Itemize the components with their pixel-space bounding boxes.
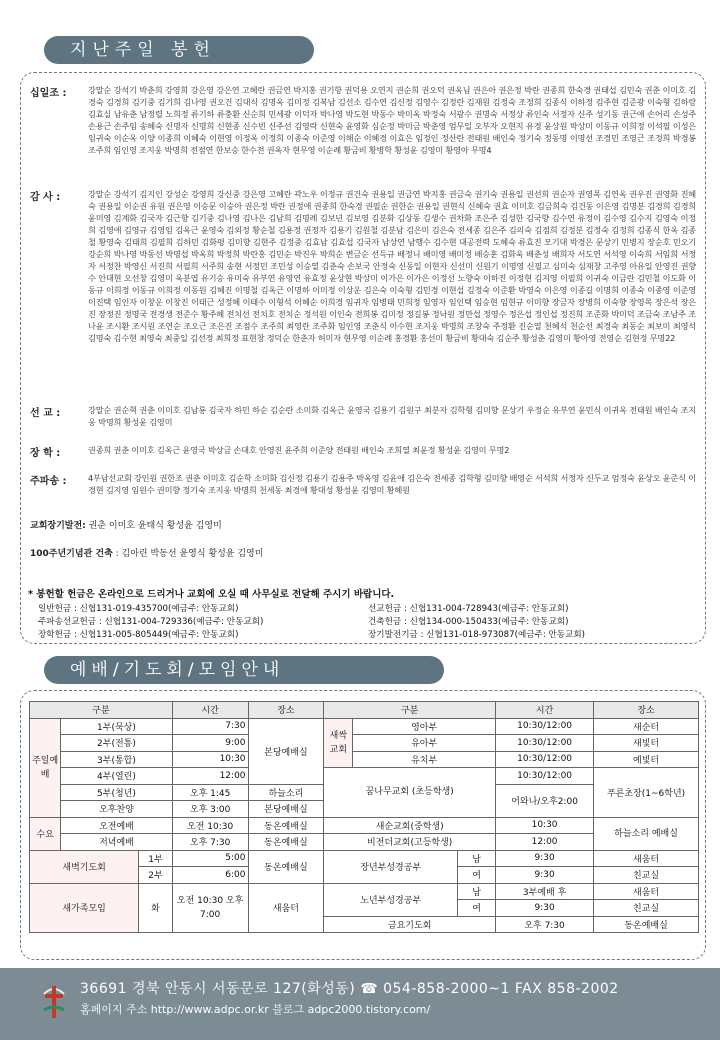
friday-name: 금요기도회	[324, 916, 496, 933]
dawn-time: 5:00	[172, 850, 248, 867]
service-name: 5부(청년)	[61, 784, 172, 801]
wednesday-label: 수요	[30, 817, 61, 850]
study-label: 장년부성경공부	[324, 850, 458, 883]
family-place: 새움터	[248, 883, 324, 933]
dept-time: 10:30/12:00	[496, 768, 594, 785]
service-time: 오후 1:45	[172, 784, 248, 801]
service-name: 2부(전통)	[61, 735, 172, 752]
section-label: 선 교 :	[30, 408, 61, 419]
notice-title: * 봉헌할 헌금은 온라인으로 드리거나 교회에 오실 때 사무실로 전달해 주시기 바랍니다.	[28, 589, 395, 600]
schedule-box	[20, 690, 706, 960]
service-name: 4부(열린)	[61, 768, 172, 785]
service-place: 본당예배실	[248, 801, 324, 818]
sunday-label: 주일예배	[30, 718, 61, 817]
dawn-place: 동온예배실	[248, 850, 324, 883]
section-names: 강말순 권순혁 권춘 이미호 김남룡 김국자 하민 하순 김순란 소미화 김옥근 윤영국 김용기 김원구 최분자 김학형 김미향 문상기 우정순 유부연 윤민식 이귀옥 전태원 배인숙 조지웅 박명희 황성윤 김영미	[88, 405, 696, 427]
service-name: 오후찬양	[61, 801, 172, 818]
account-item: 장기발전기금 : 신협131-018-973087(예금주: 안동교회)	[368, 630, 586, 640]
header-time: 시간	[172, 702, 248, 719]
study-time: 9:30	[496, 867, 594, 884]
table-row	[30, 883, 699, 900]
service-time: 12:00	[172, 768, 248, 785]
family-time: 오전 10:30 오후 7:00	[172, 883, 248, 933]
service-place: 동온예배실	[248, 817, 324, 834]
dept-place: 푸른초장(1~6학년)	[594, 768, 699, 818]
account-item: 건축헌금 : 신협134-000-150433(예금주: 안동교회)	[368, 617, 569, 627]
dawn-label: 새벽기도회	[30, 850, 139, 883]
dept-time: 어와나/오후2:00	[496, 784, 594, 817]
account-item: 일반헌금 : 신협131-019-435700(예금주: 안동교회)	[38, 604, 239, 614]
section-label: 100주년기념관 건축	[30, 549, 113, 559]
dept-place: 새순터	[594, 718, 699, 735]
service-name: 3부(통합)	[61, 751, 172, 768]
section-names: 4부남선교회 강인원 권한조 권춘 이미호 김순학 소미화 김신정 김용기 김용주 박옥영 김윤애 김은숙 전세종 김학형 김미향 배영순 서석희 서정자 신두교 엄정숙 윤상오 윤준식 이경현 김지영 임원수 권미향 정기숙 조지웅 박명희 천세동 최경애 황대성 황성윤 김영미 황혜원	[88, 473, 696, 495]
table-row	[30, 718, 699, 735]
header-time: 시간	[496, 702, 594, 719]
service-place: 하늘소리	[248, 784, 324, 801]
study-gender: 여	[458, 900, 496, 917]
friday-time: 오후 7:30	[496, 916, 594, 933]
kkumnamu-label: 꿈나무교회 (초등학생)	[324, 768, 496, 818]
section-label: 장 학 :	[30, 448, 61, 459]
family-day: 화	[139, 883, 172, 933]
dept-time: 12:00	[496, 834, 594, 851]
section-names: 강말순 강석기 김지인 강성순 강영희 강신중 강은영 고혜란 곽노우 이정규 권건숙 권용일 권금연 박지홍 권금숙 권기숙 권용일 권선희 권순자 권영목 김연옥 권우진 권영화 진혜숙 권용일 이순권 유원 권은영 이승문 이승아 권은정 박란 권정애 권종희 한숙경 권필순 권한순 권용일 권현식 신혜숙 권효 이미호 김금희숙 김건동 이은영 김명분 김경희 김경희 윤미영 김계화 김국자 김근향 김기중 김나영 김나은 김남희 김명례 김보년 김보영 김분화 김상동 김생수 권차화 조은주 김성한 김국향 김수연 유정이 김수영 김수지 김영숙 이정희 김영애 김영규 김영임 김옥근 윤영숙 김외정 황순철 김용정 권정자 김용기 김원철 김분남 김은미 김은숙 전세종 김은주 김의숙 김점희 김정분 김정숙 김정희 김종식 한옥 김종철 황영숙 김태희 김필희 김하민 김화평 김미향 김현주 김정중 김효남 김효섭 김국자 남상연 남행수 김수현 대공전력 도혜숙 류효진 모기대 박경은 문상기 민병지 장순호 민오기 강순희 박나영 박동선 박명섭 박옥희 박정희 박란홍 김민순 박진우 박희순 변금순 선득규 배정니 배미영 배미정 배승훈 김화욱 배춘성 배희자 서도연 서석영 이숙희 서임희 서정자 서정찬 박영신 서진희 서필희 서주희 송현 서정민 조민성 이승열 김춘숙 손보국 안정숙 신동일 이현자 신선미 신원기 이명영 신필고 심미숙 심재창 고주영 아유일 안영진 권향수 안대현 오선창 김영미 옥분엽 유기승 유미숙 유부연 유영연 유효정 윤상현 박상미 이가은 이가은 이정선 노향숙 이하진 이정현 김지영 이필희 이귀숙 이금란 김민철 이도화 이동규 이희정 이동규 이희정 이동원 김혜진 이명철 김옥근 이명하 이미정 이상운 김은숙 이숙형 김민경 이현섭 김정숙 이준환 박영숙 이은영 이종길 이명희 이종숙 이종영 이준영 이진택 임인자 이창운 이창진 이태근 성정혜 이태수 이형석 이혜순 이희경 임귀자 임병태 민희정 임영자 임인택 임승현 임현규 이미향 장금자 장병희 이숙향 장영목 장은석 장은진 장정진 정명국 전경생 전준수 황주혜 전치선 전치호 전치순 정석원 이인숙 전희봉 김미정 정길봉 정낙원 정만섭 정영수 정은섭 정인섭 정진희 조준화 박미덕 조금숙 조남주 조나윤 조시환 조시원 조연순 조오근 조은진 조점수 조주희 최영란 조주화 임인영 조춘식 이수현 조지웅 박명희 조창숙 주정환 진순열 천혜석 천순선 최경숙 최동순 최보미 최영석 김명숙 김수현 최영숙 최중일 김선정 최희정 표현창 정덕순 한춘자 허미자 현무영 이순례 홍경환 홍선미 황금비 황대숙 김순주 황성춘 김영미 황아영 전영순 김현정 무명22	[88, 189, 696, 343]
saessak-label: 새싹교회	[324, 718, 353, 768]
header-category: 구분	[324, 702, 496, 719]
study-place: 친교실	[594, 867, 699, 884]
dept-time: 10:30/12:00	[496, 735, 594, 752]
dept-name: 영아부	[353, 718, 496, 735]
service-place: 동온예배실	[248, 834, 324, 851]
section-names: : 김아린 박동선 윤영식 황성윤 김영미	[115, 549, 264, 559]
service-time: 오후 3:00	[172, 801, 248, 818]
dept-name: 유아부	[353, 735, 496, 752]
section-names: 강말순 강석기 박춘희 강영희 강은영 강은연 고혜란 권금연 박지홍 권기항 권덕용 오연지 권순희 권오덕 권옥님 권은아 권은정 박란 권종희 한숙경 권태섭 김민숙 권춘 이미호 김경숙 김경희 김기중 김기희 김나영 권오건 김대식 김명옥 김미정 김복남 김선소 김수연 김신정 김영수 김정란 김재원 김정숙 조정희 김종식 이하정 김주현 김준광 이숙형 김하람 김효실 남유춘 남정렬 노희정 류기하 류충환 신순희 민세광 이덕자 박나영 박도현 박동수 박미옥 박정숙 서광수 권명숙 서정상 류인숙 서정자 신주 성기동 권근애 손어리 손성주 손용근 손주임 송혜숙 신명자 신명희 신현종 신수빈 신주선 김영락 신현숙 윤영화 심순정 박미금 박춘영 엄무일 오부자 오현지 유경 윤상원 박상미 이동규 이희정 이석필 이성은 임귀숙 이순옥 이양 이종희 이혜숙 이현영 이정옥 이정희 이종숙 이준영 이해순 이혜경 이효은 임정인 정산란 전태원 배인숙 정기숙 정동명 이명선 조경민 조영근 조정희 박경봉 조주희 임인영 조지웅 박명희 전점연 한보승 한수전 권옥자 현무영 이순례 황금비 황병학 황성윤 김영미 황영아 무명4	[88, 85, 696, 155]
church-cross-logo-icon	[40, 980, 68, 1020]
table-row	[30, 850, 699, 867]
service-time: 10:30	[172, 751, 248, 768]
table-row	[30, 817, 699, 834]
dept-name: 유치부	[353, 751, 496, 768]
service-time: 7:30	[172, 718, 248, 735]
service-place: 본당예배실	[248, 718, 324, 784]
dept-place: 예빛터	[594, 751, 699, 768]
dept-name: 비전더교회(고등학생)	[324, 834, 496, 851]
offering-title-banner: 지난주일 봉헌	[44, 36, 314, 64]
dept-time: 10:30/12:00	[496, 718, 594, 735]
study-place: 친교실	[594, 900, 699, 917]
study-gender: 남	[458, 850, 496, 867]
section-label: 감 사 :	[30, 192, 61, 203]
study-time: 9:30	[496, 850, 594, 867]
dawn-time: 6:00	[172, 867, 248, 884]
account-item: 선교헌금 : 신협131-004-728943(예금주: 안동교회)	[368, 604, 569, 614]
section-names: 권춘 이미호 윤태식 황성윤 김영미	[88, 521, 222, 531]
header-place: 장소	[594, 702, 699, 719]
section-label: 주파송 :	[30, 476, 67, 487]
offering-notice	[28, 586, 688, 640]
section-label: 교회장기발전:	[30, 521, 86, 531]
church-address: 36691 경북 안동시 서동문로 127(화성동) ☎ 054-858-2000~1 FAX 858-2002	[80, 981, 619, 997]
schedule-title-banner: 예배/기도회/모임안내	[44, 656, 444, 684]
dept-place: 하늘소리 예배실	[594, 817, 699, 850]
table-row	[30, 751, 699, 768]
study-time: 3부예배 후	[496, 883, 594, 900]
dept-time: 10:30/12:00	[496, 751, 594, 768]
study-gender: 남	[458, 883, 496, 900]
schedule-header-row	[30, 702, 699, 719]
table-row	[30, 735, 699, 752]
study-time: 9:30	[496, 900, 594, 917]
header-category: 구분	[30, 702, 173, 719]
schedule-table	[29, 701, 699, 933]
service-time: 9:00	[172, 735, 248, 752]
dept-time: 10:30	[496, 817, 594, 834]
section-names: 권종희 권춘 이미호 김옥근 윤영국 박상금 손대호 안영진 윤주희 이준양 전태원 배인숙 조희열 최윤정 황성윤 김영미 무명2	[88, 445, 510, 455]
family-label: 새가족모임	[30, 883, 139, 933]
account-item: 장학헌금 : 신협131-005-805449(예금주: 안동교회)	[38, 630, 239, 640]
church-website[interactable]: 홈페이지 주소 http://www.adpc.or.kr 블로그 adpc2000.tistory.com/	[80, 1003, 431, 1016]
dawn-part: 1부	[139, 850, 172, 867]
service-name: 오전예배	[61, 817, 172, 834]
service-time: 오전 10:30	[172, 817, 248, 834]
dept-name: 새순교회(중학생)	[324, 817, 496, 834]
friday-place: 동온예배실	[594, 916, 699, 933]
study-gender: 여	[458, 867, 496, 884]
dept-place: 새빛터	[594, 735, 699, 752]
study-place: 새움터	[594, 850, 699, 867]
header-place: 장소	[248, 702, 324, 719]
table-row	[30, 768, 699, 785]
service-name: 1부(묵상)	[61, 718, 172, 735]
study-label: 노년부성경공부	[324, 883, 458, 916]
service-name: 저녁예배	[61, 834, 172, 851]
footer	[0, 968, 720, 1040]
account-item: 주파송선교헌금 : 신협131-004-729336(예금주: 안동교회)	[38, 617, 264, 627]
service-time: 오후 7:30	[172, 834, 248, 851]
study-place: 새움터	[594, 883, 699, 900]
section-label: 십일조 :	[30, 88, 67, 99]
account-list	[28, 602, 688, 640]
dawn-part: 2부	[139, 867, 172, 884]
